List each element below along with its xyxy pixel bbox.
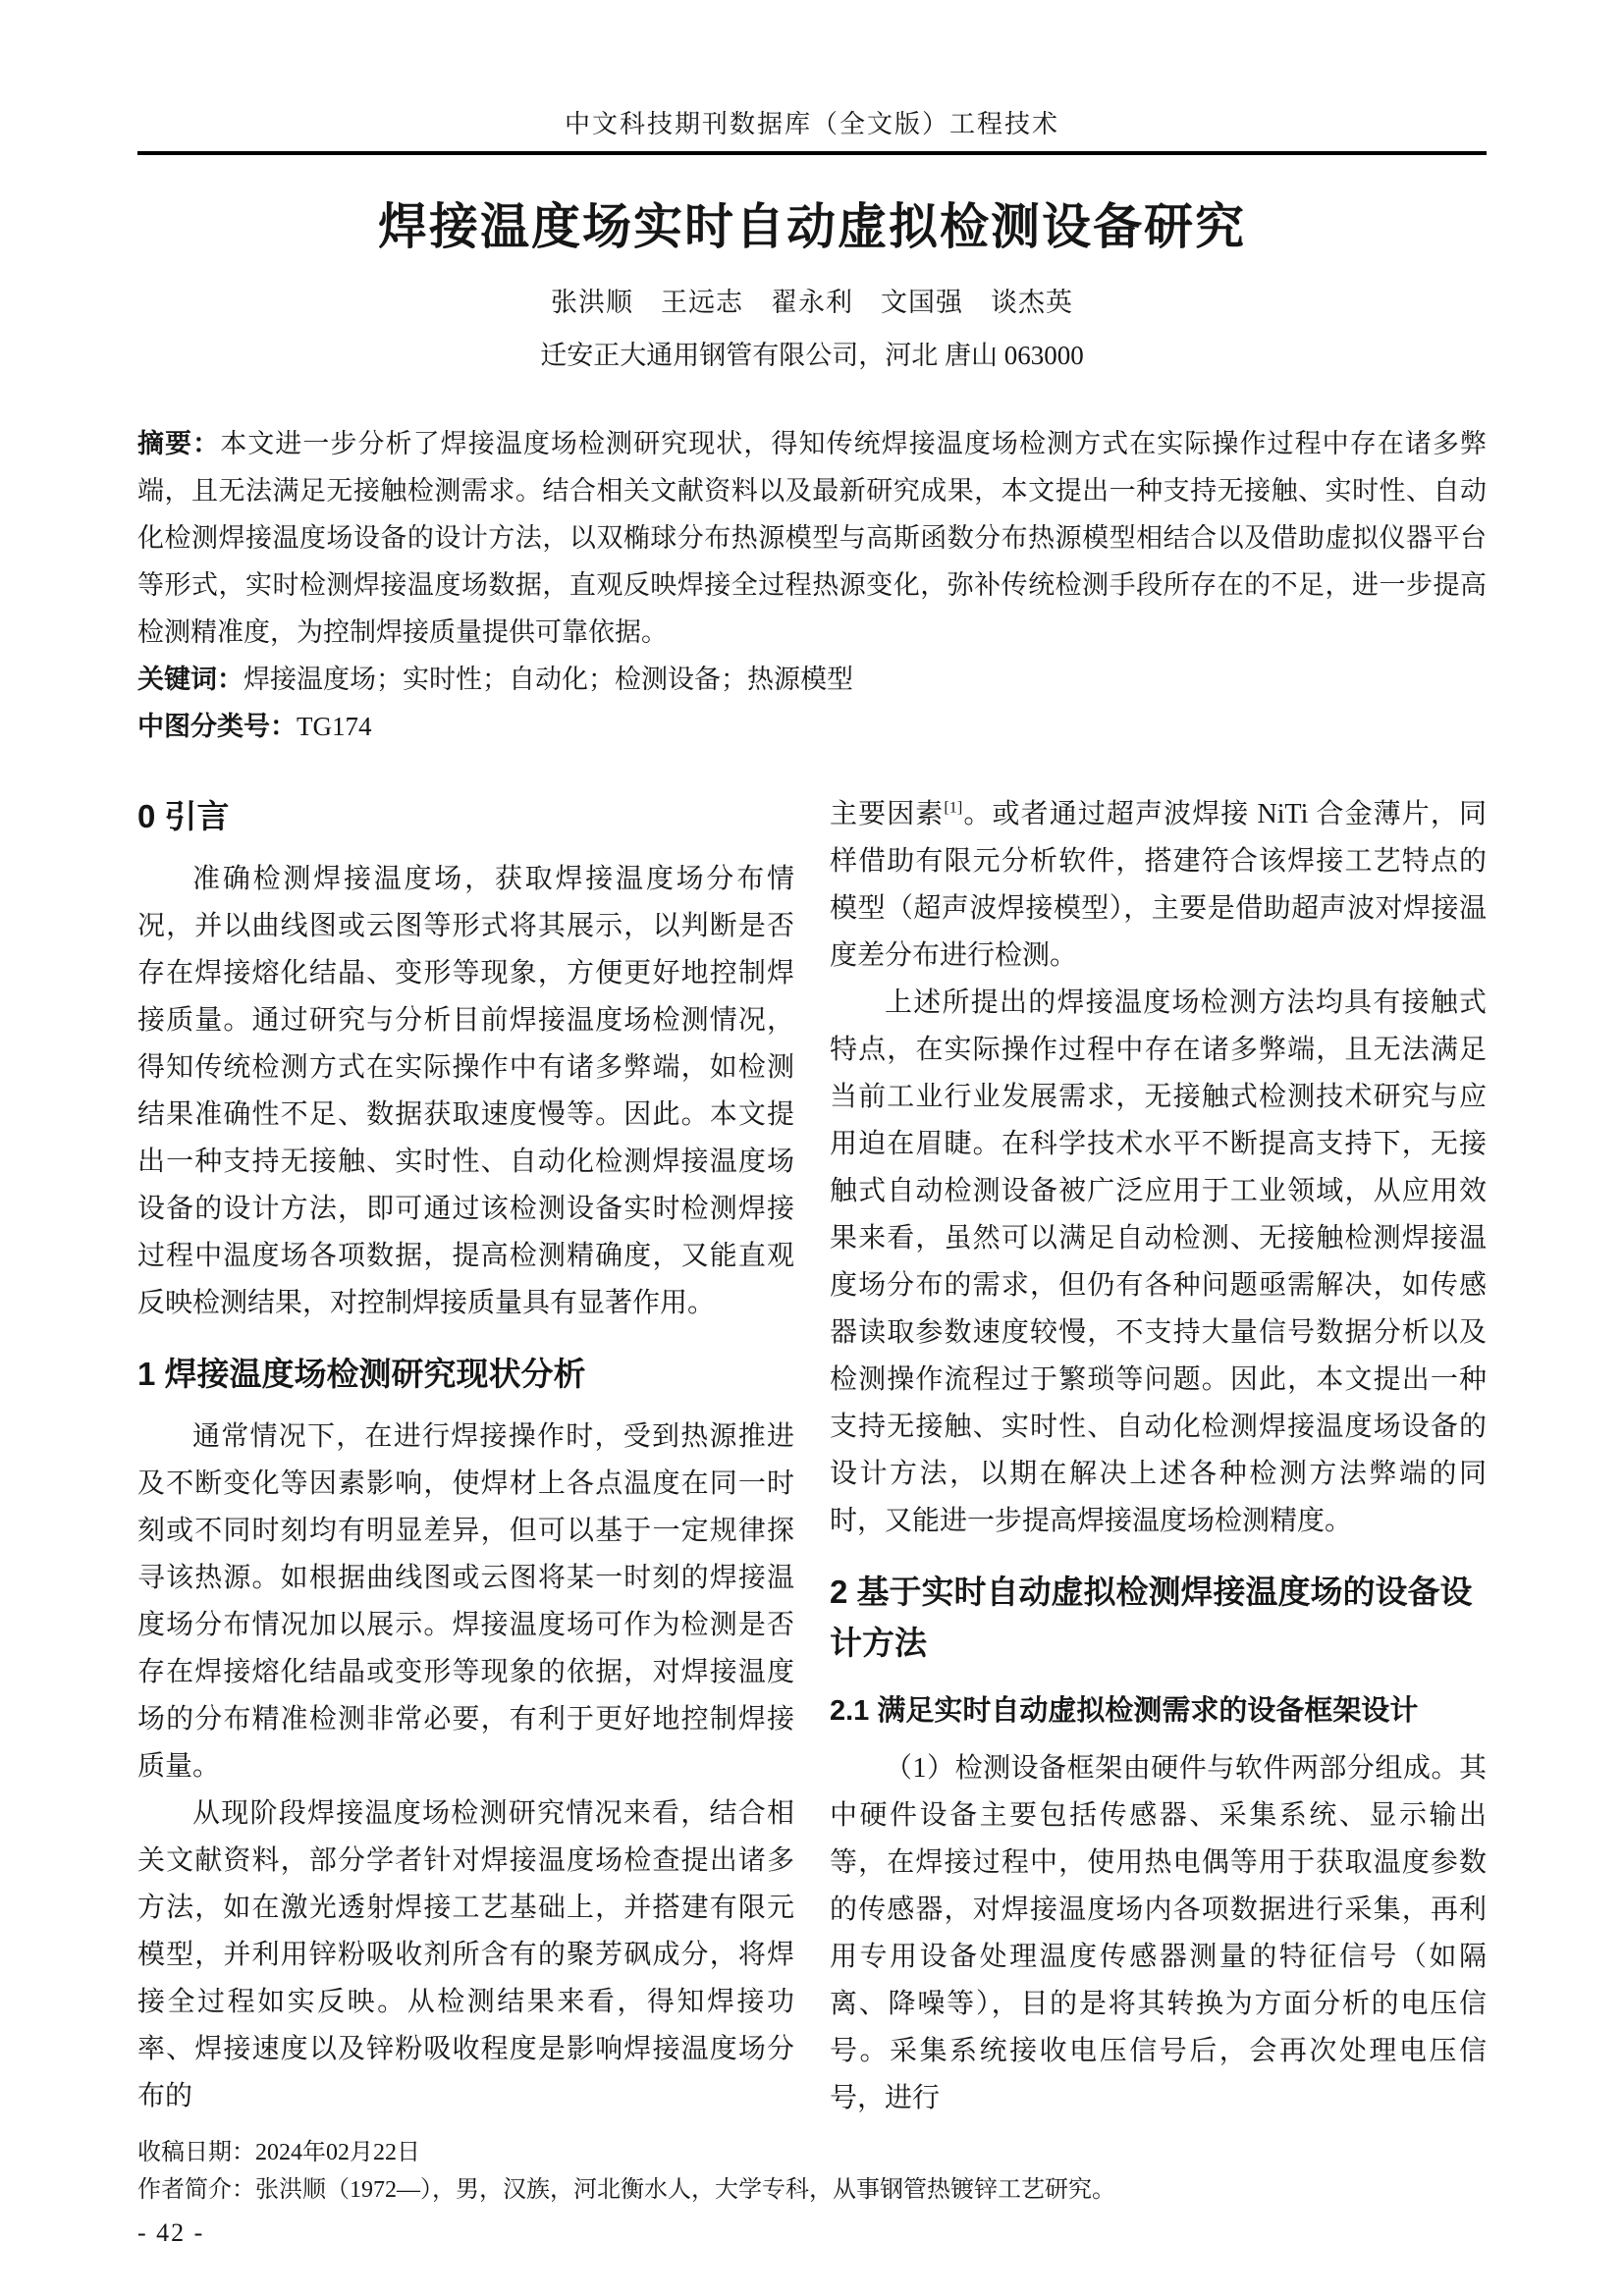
clc-value: TG174 [297, 712, 372, 741]
authors-line: 张洪顺 王远志 翟永利 文国强 谈杰英 [551, 288, 1073, 317]
keywords-block [137, 656, 1487, 703]
left-column [137, 791, 794, 2122]
continued-paragraph [830, 791, 1487, 980]
abstract-text: 本文进一步分析了焊接温度场检测研究现状，得知传统焊接温度场检测方式在实际操作过程中存在诸多弊端，且无法满足无接触检测需求。结合相关文献资料以及最新研究成果，本文提出一种支持无接触、实时性、自动化检测焊接温度场设备的设计方法，以双椭球分布热源模型与高斯函数分布热源模型相结合以及借助虚拟仪器平台等形式，实时检测焊接温度场数据，直观反映焊接全过程热源变化，弥补传统检测手段所存在的不足，进一步提高检测精准度，为控制焊接质量提供可靠依据。 [137, 429, 1487, 647]
keywords-label: 关键词： [137, 665, 244, 694]
clc-label: 中图分类号： [137, 712, 297, 741]
clc-block [137, 703, 1487, 750]
section-heading-1: 1 焊接温度场检测研究现状分析 [137, 1356, 586, 1392]
journal-header: 中文科技期刊数据库（全文版）工程技术 [564, 110, 1059, 138]
right-column [830, 791, 1487, 2122]
author-bio: 作者简介：张洪顺（1972—），男，汉族，河北衡水人，大学专科，从事钢管热镀锌工艺研究。 [137, 2177, 1115, 2203]
affiliation-line: 迁安正大通用钢管有限公司，河北 唐山 063000 [540, 341, 1084, 370]
section-heading-2: 2 基于实时自动虚拟检测焊接温度场的设备设计方法 [830, 1574, 1473, 1661]
abstract-block [137, 420, 1487, 656]
header-divider [137, 151, 1487, 155]
received-date: 收稿日期：2024年02月22日 [137, 2140, 420, 2165]
abstract-label: 摘要： [137, 429, 221, 458]
keywords-text: 焊接温度场；实时性；自动化；检测设备；热源模型 [244, 665, 853, 694]
continued-paragraph-text: 主要因素 [830, 799, 945, 829]
citation-ref-1: [1] [944, 798, 963, 817]
two-column-body [137, 791, 1487, 2122]
section-heading-intro: 0 引言 [137, 798, 230, 834]
section-heading-2-1: 2.1 满足实时自动虚拟检测需求的设备框架设计 [830, 1695, 1419, 1727]
page-footer [137, 2134, 1487, 2252]
continued-paragraph-rest: 。或者通过超声波焊接 NiTi 合金薄片，同样借助有限元分析软件，搭建符合该焊接工艺特点的模型（超声波焊接模型），主要是借助超声波对焊接温度差分布进行检测。 [830, 799, 1487, 971]
section1-paragraph-3: 上述所提出的焊接温度场检测方法均具有接触式特点，在实际操作过程中存在诸多弊端，且无法满足当前工业行业发展需求，无接触式检测技术研究与应用迫在眉睫。在科学技术水平不断提高支持下，无接触式自动检测设备被广泛应用于工业领域，从应用效果来看，虽然可以满足自动检测、无接触检测焊接温度场分布的需求，但仍有各种问题亟需解决，如传感器读取参数速度较慢，不支持大量信号数据分析以及检测操作流程过于繁琐等问题。因此，本文提出一种支持无接触、实时性、自动化检测焊接温度场设备的设计方法，以期在解决上述各种检测方法弊端的同时，又能进一步提高焊接温度场检测精度。 [830, 988, 1487, 1536]
page-number: - 42 - [137, 2218, 205, 2247]
section1-paragraph-1: 通常情况下，在进行焊接操作时，受到热源推进及不断变化等因素影响，使焊材上各点温度在同一时刻或不同时刻均有明显差异，但可以基于一定规律探寻该热源。如根据曲线图或云图将某一时刻的焊接温度场分布情况加以展示。焊接温度场可作为检测是否存在焊接熔化结晶或变形等现象的依据，对焊接温度场的分布精准检测非常必要，有利于更好地控制焊接质量。 [137, 1421, 794, 1782]
section1-paragraph-2: 从现阶段焊接温度场检测研究情况来看，结合相关文献资料，部分学者针对焊接温度场检查提出诸多方法，如在激光透射焊接工艺基础上，并搭建有限元模型，并利用锌粉吸收剂所含有的聚芳砜成分，将焊接全过程如实反映。从检测结果来看，得知焊接功率、焊接速度以及锌粉吸收程度是影响焊接温度场分布的 [137, 1798, 794, 2111]
article-title: 焊接温度场实时自动虚拟检测设备研究 [378, 199, 1246, 254]
intro-paragraph: 准确检测焊接温度场，获取焊接温度场分布情况，并以曲线图或云图等形式将其展示，以判断是否存在焊接熔化结晶、变形等现象，方便更好地控制焊接质量。通过研究与分析目前焊接温度场检测情况，得知传统检测方式在实际操作中有诸多弊端，如检测结果准确性不足、数据获取速度慢等。因此。本文提出一种支持无接触、实时性、自动化检测焊接温度场设备的设计方法，即可通过该检测设备实时检测焊接过程中温度场各项数据，提高检测精确度，又能直观反映检测结果，对控制焊接质量具有显著作用。 [137, 864, 794, 1318]
section2-1-paragraph-1: （1）检测设备框架由硬件与软件两部分组成。其中硬件设备主要包括传感器、采集系统、显示输出等，在焊接过程中，使用热电偶等用于获取温度参数的传感器，对焊接温度场内各项数据进行采集，再利用专用设备处理温度传感器测量的特征信号（如隔离、降噪等），目的是将其转换为方面分析的电压信号。采集系统接收电压信号后，会再次处理电压信号，进行 [830, 1753, 1487, 2113]
